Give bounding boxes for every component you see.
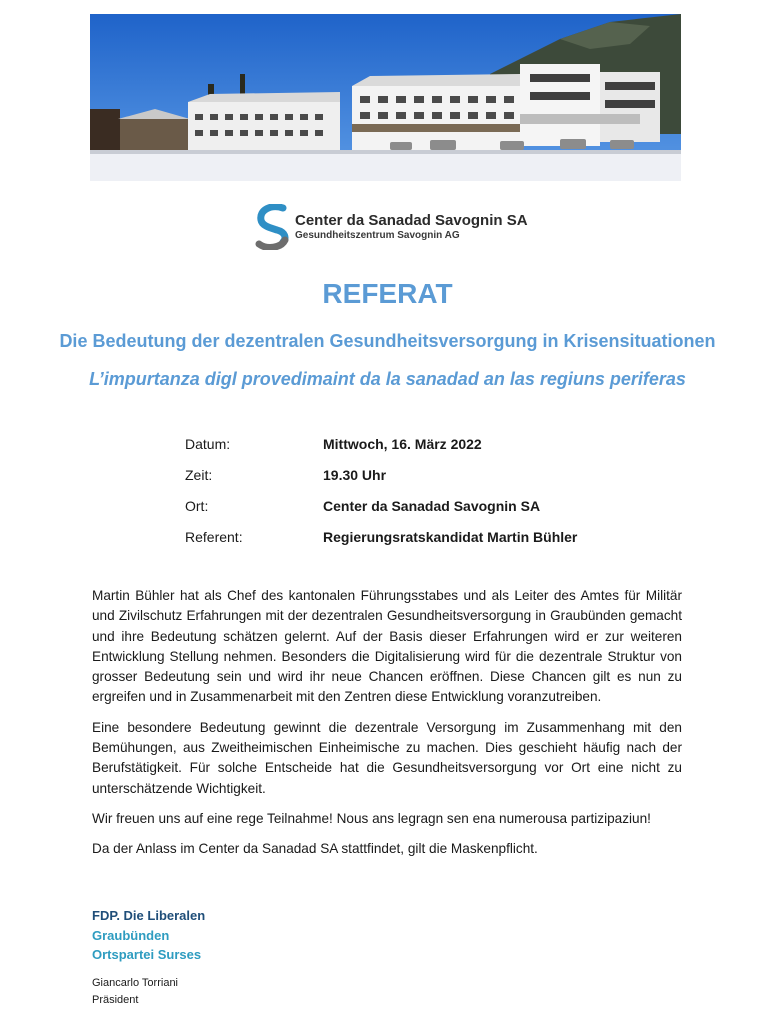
paragraph-mask-notice: Da der Anlass im Center da Sanadad SA stattfindet, gilt die Maskenpflicht. [92,841,538,857]
detail-row-time [185,459,577,490]
detail-value: Center da Sanadad Savognin SA [323,497,541,514]
paragraph-intro: Martin Bühler hat als Chef des kantonalen Führungsstabes und als Leiter des Amtes für Militär und Zivilschutz Erfahrungen mit der dezentralen Gesundheitsversorgung in Graubünden gemacht und ihre Bedeutung schätzen gelernt. Auf der Basis dieser Erfahrungen wird er zur weiteren Entwicklung Stellung nehmen. Besonders die Digitalisierung wird für die dezentrale Struktur von grosser Bedeutung sein und wird ihr neue Chancen eröffnen. Diese Chancen gilt es nun zu ergreifen und in Zusammenarbeit mit den Zentren diese Entwicklung voranzutreiben. [92,588,682,705]
detail-label: Ort: [185,497,209,514]
detail-label: Referent: [185,528,243,545]
paragraph-invitation: Wir freuen uns auf eine rege Teilnahme! Nous ans legragn sen ena numerousa partizipaziun! [92,810,651,826]
event-details [185,428,577,552]
detail-value: Mittwoch, 16. März 2022 [323,435,482,452]
signatory-role: Präsident [92,994,139,1006]
signature-block [92,906,205,965]
page-title: REFERAT [322,278,453,309]
detail-row-speaker [185,521,577,552]
signatory-name: Giancarlo Torriani [92,977,179,989]
party-name: FDP. Die Liberalen [92,908,206,923]
body-text [92,586,682,870]
paragraph-importance: Eine besondere Bedeutung gewinnt die dezentrale Versorgung im Zusammenhang mit den Bemühungen, aus Zweitheimischen Einheimische zu machen. Dies geschieht häufig nach der Berufstätigkeit. Für solche Entscheide hat die Gesundheitsversorgung vor Ort eine nicht zu unterschätzende Wichtigkeit. [92,719,682,796]
detail-value: Regierungsratskandidat Martin Bühler [323,528,578,545]
logo [253,204,528,250]
detail-row-date [185,428,577,459]
detail-row-place [185,490,577,521]
subtitle-romansh: L’impurtanza digl provedimaint da la sanadad an las regiuns periferas [89,369,686,389]
party-local: Ortspartei Surses [92,947,202,962]
building-photo [90,14,681,181]
party-region: Graubünden [92,927,170,943]
detail-label: Datum: [185,435,231,452]
detail-value: 19.30 Uhr [323,466,387,483]
detail-label: Zeit: [185,466,213,483]
logo-subname: Gesundheitszentrum Savognin AG [295,230,460,241]
signatory [92,975,178,1009]
logo-name: Center da Sanadad Savognin SA [295,212,528,229]
subtitle-german: Die Bedeutung der dezentralen Gesundheitsversorgung in Krisensituationen [59,331,716,351]
s-logo-icon [253,204,291,250]
